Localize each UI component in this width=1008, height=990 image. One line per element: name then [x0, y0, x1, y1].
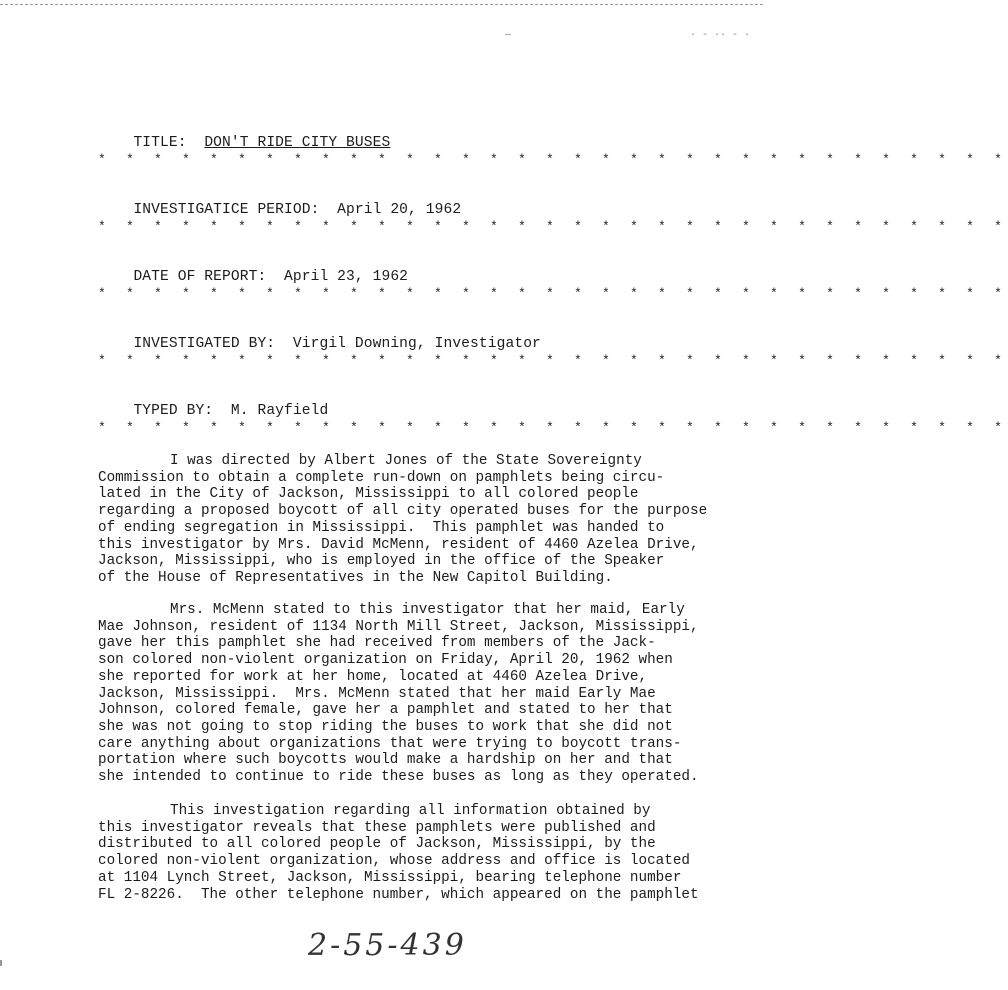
paragraph-line: care anything about organizations that were trying to boycott trans- [98, 735, 682, 752]
paragraph-line: this investigator by Mrs. David McMenn, resident of 4460 Azelea Drive, [98, 536, 699, 553]
paragraph-line: lated in the City of Jackson, Mississippi to all colored people [98, 486, 639, 503]
paragraph-line: of ending segregation in Mississippi. This pamphlet was handed to [98, 519, 665, 536]
date-value: April 23, 1962 [284, 269, 409, 285]
body-paragraph [98, 602, 748, 786]
date-label: DATE OF REPORT: [133, 269, 267, 285]
paragraph-line: Jackson, Mississippi. Mrs. McMenn stated that her maid Early Mae [98, 685, 656, 702]
separator: * * * * * * * * * * * * * * * * * * * * * * * * * * * * * * * * * [98, 219, 1008, 234]
typed-value: M. Rayfield [230, 403, 329, 419]
title-value: DON'T RIDE CITY BUSES [204, 135, 391, 151]
paragraph-line: Mrs. McMenn stated to this investigator that her maid, Early [170, 602, 685, 618]
separator: * * * * * * * * * * * * * * * * * * * * * * * * * * * * * * * * * [98, 420, 1008, 435]
paragraph-line: she intended to continue to ride these buses as long as they operated. [98, 769, 699, 786]
stray-mark: · ‑ ·· ‑ · [690, 30, 751, 41]
separator: * * * * * * * * * * * * * * * * * * * * * * * * * * * * * * * * * [98, 286, 1008, 301]
paragraph-line: Commission to obtain a complete run-down on pamphlets being circu- [98, 469, 665, 486]
paragraph-line: Jackson, Mississippi, who is employed in the office of the Speaker [98, 553, 665, 570]
period-label: INVESTIGATICE PERIOD: [133, 202, 320, 218]
paragraph-line: son colored non-violent organization on Friday, April 20, 1962 when [98, 652, 673, 669]
body-paragraph [98, 453, 748, 587]
paragraph-line: portation where such boycotts would make a hardship on her and that [98, 752, 673, 769]
paragraph-line: gave her this pamphlet she had received from members of the Jack- [98, 635, 656, 652]
stray-mark: — [505, 30, 512, 41]
paragraph-line: regarding a proposed boycott of all city operated buses for the purpose [98, 503, 708, 520]
paragraph-line: she was not going to stop riding the buses to work that she did not [98, 718, 673, 735]
paragraph-line: FL 2-8226. The other telephone number, which appeared on the pamphlet [98, 886, 699, 903]
handwritten-file-number: 2-55-439 [308, 928, 467, 963]
paragraph-line: Mae Johnson, resident of 1134 North Mill Street, Jackson, Mississippi, [98, 618, 699, 635]
paragraph-line: colored non-violent organization, whose address and office is located [98, 853, 690, 870]
paragraph-line: at 1104 Lynch Street, Jackson, Mississippi, bearing telephone number [98, 869, 682, 886]
separator: * * * * * * * * * * * * * * * * * * * * * * * * * * * * * * * * * [98, 152, 1008, 167]
paragraph-line: this investigator reveals that these pamphlets were published and [98, 819, 656, 836]
title-label: TITLE: [133, 135, 187, 151]
paragraph-line: This investigation regarding all information obtained by [170, 803, 651, 819]
paragraph-line: of the House of Representatives in the New Capitol Building. [98, 569, 613, 586]
typed-label: TYPED BY: [133, 403, 214, 419]
body-paragraph [98, 803, 748, 903]
paragraph-line: Johnson, colored female, gave her a pamphlet and stated to her that [98, 702, 673, 719]
investigated-label: INVESTIGATED BY: [133, 336, 276, 352]
margin-mark [0, 960, 2, 966]
investigated-value: Virgil Downing, Investigator [292, 336, 541, 352]
period-value: April 20, 1962 [337, 202, 462, 218]
paragraph-line: she reported for work at her home, located at 4460 Azelea Drive, [98, 668, 648, 685]
paragraph-line: distributed to all colored people of Jackson, Mississippi, by the [98, 836, 656, 853]
top-border-rule [0, 4, 763, 5]
separator: * * * * * * * * * * * * * * * * * * * * * * * * * * * * * * * * * [98, 353, 1008, 368]
paragraph-line: I was directed by Albert Jones of the State Sovereignty [170, 453, 642, 469]
